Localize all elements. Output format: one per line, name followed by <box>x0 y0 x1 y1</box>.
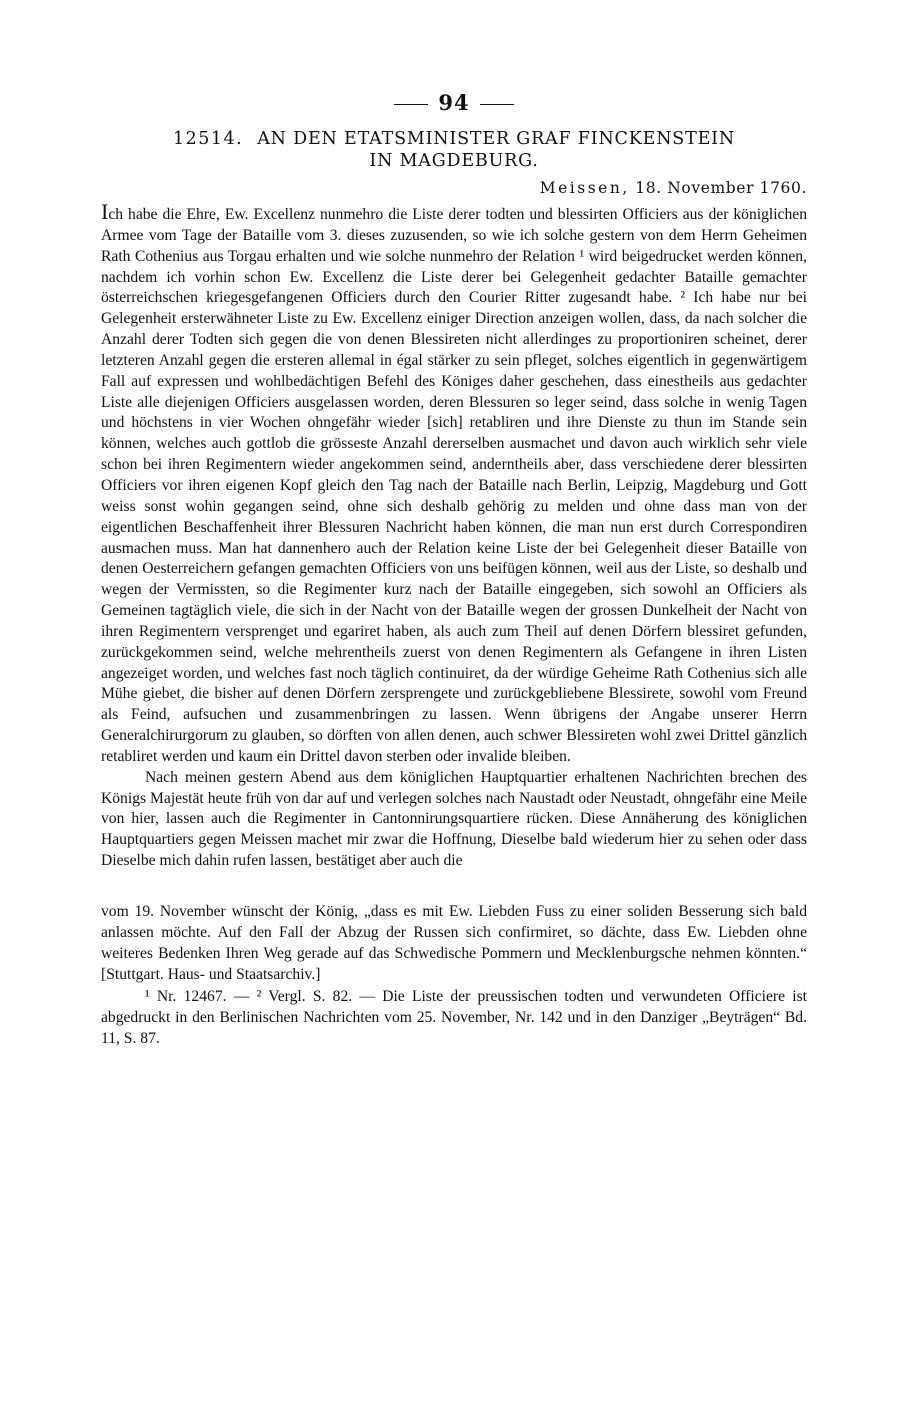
dateline <box>101 177 807 199</box>
footnotes <box>101 987 807 1050</box>
preceding-letter-note-text: vom 19. November wünscht der König, „dass es mit Ew. Liebden Fuss zu einer soliden Besserung sich bald anlassen möchte. Auf den Fall der Abzug der Russen sich confirmiret, so dächte, dass Ew. Liebden ohne weiteres Bedenken Ihren Weg gerade auf das Schwedische Pommern und Mecklenburgsche nehmen könnten.“ [Stuttgart. Haus- und Staatsarchiv.] <box>101 903 807 983</box>
body-paragraph-1-text: ch habe die Ehre, Ew. Excellenz nunmehro die Liste derer todten und blessirten Officiers aus der königlichen Armee vom Tage der Bataille vom 3. dieses zuzusenden, so wie ich solche gestern von dem Herrn Geheimen Rath Cothenius aus Torgau erhalten und wie solche nunmehro der Relation ¹ wird beigedrucket werden können, nachdem ich vorhin schon Ew. Excellenz die Liste derer bei Gelegenheit gedachter Bataille gemachter österreichschen kriegesgefangenen Officiers durch den Courier Ritter zugesandt habe. ² Ich habe nur bei Gelegenheit ersterwähneter Liste zu Ew. Excellenz einiger Direction anzeigen wollen, dass, da nach solcher die Anzahl derer Todten sich gegen die von denen Blessireten nicht allerdinges zu proportioniren scheinet, derer letzteren Anzahl gegen die ersteren allemal in égal stärker zu sein pfleget, solches eigentlich in gegenwärtigem Fall auf expressen und wohlbedächtigen Befehl des Königes daher geschehen, dass einestheils aus gedachter Liste alle diejenigen Officiers ausgelassen worden, deren Blessuren so leger seind, dass solche in wenig Tagen und höchstens in vier Wochen ohngefähr wieder [sich] retabliren und ihre Dienste zu thun im Stande sein können, welches auch gottlob die grösseste Anzahl dererselben ausmachet und davon auch wirklich sehr viele schon bei ihren Regimentern wieder angekommen seind, anderntheils aber, dass verschiedene derer blessirten Officiers vor ihren eigenen Kopf gleich den Tag nach der Bataille nach Berlin, Leipzig, Magdeburg und Gott weiss sonst wohin gegangen seind, ohne sich deshalb gehörig zu melden und ohne dass man von der eigentlichen Beschaffenheit ihrer Blessuren Nachricht haben können, die man nun erst durch Correspondiren ausmachen muss. Man hat dannenhero auch der Relation keine Liste der bei Gelegenheit dieser Bataille von denen Oesterreichern gefangen gemachten Officiers von uns beifügen können, weil aus der Liste, so deshalb und wegen der Vermissten, so die Regimenter kurz nach der Bataille eingegeben, sich sowohl an Officiers als Gemeinen tagtäglich viele, die sich in der Nacht von der Bataille wegen der grossen Dunkelheit der Nacht von ihren Regimentern versprenget und egariret haben, als auch zum Theil auf denen Dörfern blessiret gefunden, zurückgekommen seind, welche mehrentheils zuerst von denen Regimentern als Gefangene in ihren Listen angezeiget worden, und welches fast noch täglich continuiret, da der würdige Geheime Rath Cothenius sich alle Mühe giebet, die bisher auf denen Dörfern zersprengete und zurückgebliebene Blessirete, sowohl vom Freund als Feind, aufsuchen und zusammenbringen zu lassen. Wenn übrigens der Angabe unserer Herrn Generalchirurgorum zu glauben, so dörften von allen denen, auch schwer Blessireten wohl zwei Drittel gänzlich retabliret werden und kaum ein Drittel davon sterben oder invalide bleiben. <box>101 206 807 765</box>
letter-body <box>101 199 807 872</box>
dateline-date: 18. November 1760. <box>635 179 807 197</box>
letter-heading-line2: IN MAGDEBURG. <box>369 151 539 171</box>
page-number-rule-right <box>480 104 514 105</box>
body-paragraph-1 <box>101 199 807 768</box>
footnotes-text: ¹ Nr. 12467. — ² Vergl. S. 82. — Die Liste der preussischen todten und verwundeten Officiere ist abgedruckt in den Berlinischen Nachrichten vom 25. November, Nr. 142 und in den Danziger „Beyträgen“ Bd. 11, S. 87. <box>101 988 807 1048</box>
page-number <box>101 90 807 116</box>
body-paragraph-2: Nach meinen gestern Abend aus dem königlichen Hauptquartier erhaltenen Nachrichten brechen des Königs Majestät heute früh von dar auf und verlegen solches nach Naustadt oder Neustadt, ohngefähr eine Meile von hier, lassen auch die Regimenter in Cantonnirungsquartiere rücken. Diese Annäherung des königlichen Hauptquartiers gegen Meissen machet mir zwar die Hoffnung, Dieselbe bald wiederum hier zu sehen oder dass Dieselbe mich dahin rufen lassen, bestätiget aber auch die <box>101 768 807 870</box>
initial-letter: I <box>101 199 109 224</box>
page-number-rule-left <box>394 104 428 105</box>
page-number-text: 94 <box>438 90 470 115</box>
dateline-place: Meissen, <box>539 179 630 197</box>
section-gap <box>101 872 807 902</box>
letter-heading-line1: AN DEN ETATSMINISTER GRAF FINCKENSTEIN <box>257 129 735 149</box>
preceding-letter-note <box>101 902 807 985</box>
document-page <box>101 90 807 1050</box>
letter-number: 12514. <box>173 129 244 149</box>
letter-heading <box>101 128 807 172</box>
